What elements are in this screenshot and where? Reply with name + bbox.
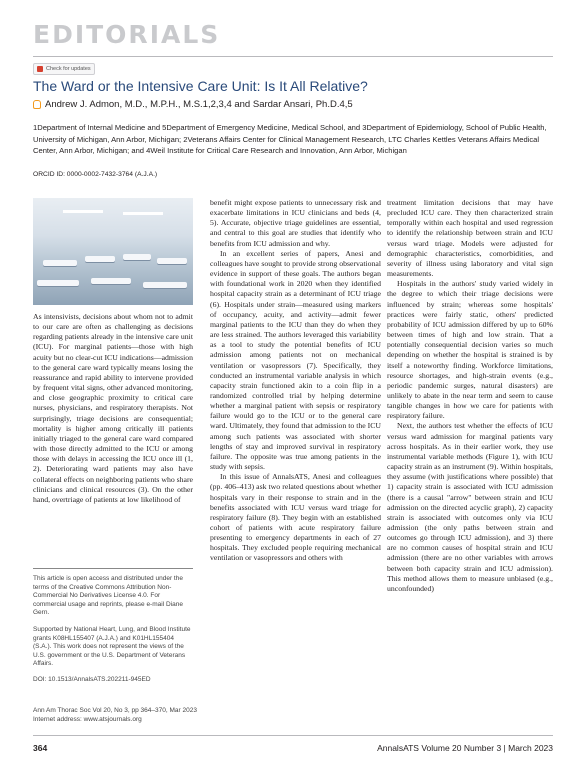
citation-line: Ann Am Thorac Soc Vol 20, No 3, pp 364–370, Mar 2023 [33,707,197,714]
bed [123,254,151,260]
ceiling-light [63,210,103,213]
body-column-1 [33,312,193,505]
article-title: The Ward or the Intensive Care Unit: Is It All Relative? [33,78,368,94]
paragraph: In this issue of AnnalsATS, Anesi and colleagues (pp. 406–413) ask two related questions about whether hospitals vary in their response to strain and in the benefits associated with ICU versus ward triage for respiratory failure (8). They begin with an established cohort of patients with acute respiratory failure presenting to emergency departments in each of 27 hospitals. They excluded people requiring mechanical ventilation or vasopressors and others with [210,472,381,563]
doi-link[interactable]: DOI: 10.1513/AnnalsATS.202211-945ED [33,676,151,683]
orcid-line[interactable]: ORCID ID: 0000-0002-7432-3764 (A.J.A.) [33,171,158,178]
bed [43,260,77,266]
paragraph: Next, the authors test whether the effects of ICU versus ward admission for marginal patients vary across hospitals. As in their earlier work, they use instrumental variable methods (Figure 1), with ICU capacity strain as an instrument (9). Within hospitals, they assume (with justifications where possible) that 1) capacity strain is associated with ICU admission (there is a causal "arrow" between strain and ICU admission on the directed acyclic graph), 2) capacity strain is associated with outcomes only via ICU admission (the only paths between strain and outcomes go through ICU admission), and 3) there are no common causes of hospital strain and ICU admission (there are no other variables with arrows between both capacity strain and ICU admission). This method allows them to measure unbiased (e.g., unconfounded) [387,421,553,593]
bed [157,258,187,264]
author-line [33,99,353,110]
paragraph: treatment limitation decisions that may have precluded ICU care. They then characterized strain temporally within each hospital and used regression to identify the relationship between strain and ICU versus ward triage. Models were adjusted for demographic characteristics, comorbidities, and severity of illness using laboratory and vital sign measurements. [387,198,553,279]
section-header: EDITORIALS [33,20,221,49]
affiliations: 1Department of Internal Medicine and 5Department of Emergency Medicine, Medical School, and 3Department of Epidemiology, School of Public Health, University of Michigan, Ann Arbor, Michigan; 2Veterans Affairs Center for Clinical Management Research, LTC Charles Kettles Veterans Affairs Medical Center, Ann Arbor, Michigan; and 4Weil Institute for Critical Care Research and Innovation, Ann Arbor, Michigan [33,123,547,155]
paragraph: As intensivists, decisions about whom not to admit to our care are often as challenging as decisions regarding patients already in the intensive care unit (ICU). For marginal patients—those with high acuity but no clear-cut ICU indications—admission to the general care ward typically means losing the reassurance and rapid ability to intervene provided by frequent vital signs, other advanced monitoring, and close geographic proximity to critical care nurses, physicians, and respiratory therapists. Not surprisingly, triage decisions are consequential; mortality is higher among critically ill patients initially triaged to the general care ward compared with those directly admitted to the ICU or among those with delays in accessing the ICU once ill (1, 2). Deteriorating ward patients may also have collateral effects on neighboring patients who share clinicians and clinical resources (3). On the other hand, overtriage of patients at low likelihood of [33,312,193,504]
bookmark-icon [37,66,43,72]
bed [85,256,115,262]
bed [143,282,187,288]
license-footnote: This article is open access and distributed under the terms of the Creative Commons Attribution Non-Commercial No Derivatives License 4.0. For commercial usage and reprints, please e-mail Diane Gern. [33,575,183,617]
page-number: 364 [33,743,48,753]
paragraph: benefit might expose patients to unnecessary risk and exacerbate limitations in ICU clinicians and beds (4, 5). Accurate, objective triage guidelines are essential, and central to this goal are studies that identify who benefits from ICU admission and why. [210,198,381,248]
journal-issue: AnnalsATS Volume 20 Number 3 | March 2023 [377,743,553,753]
check-for-updates-badge[interactable] [33,63,95,75]
body-column-2 [210,198,381,564]
bed [91,278,131,284]
support-footnote: Supported by National Heart, Lung, and Blood Institute grants K08HL155407 (A.J.A.) and K01HL155404 (S.A.). This work does not represent the views of the U.S. government or the U.S. Department of Veterans Affairs. [33,626,191,668]
footnote-rule [33,568,193,569]
paragraph: In an excellent series of papers, Anesi and colleagues have sought to provide strong observational evidence in support of these goals. The authors began with foundational work in 2020 when they identified hospital capacity strain as a determinant of ICU triage (6). Hospitals under strain—measured using markers of occupancy, acuity, and activity—admit fewer marginal patients to the ICU than they do when they are less strained. The authors leveraged this variability as a tool to study the potential benefits of ICU admission among patients not on mechanical ventilation or vasopressors (7). Specifically, they conducted an instrumental variable analysis in which capacity strain functioned akin to a coin flip in a randomized controlled trial by helping determine whether a marginal patient with sepsis or respiratory failure would go to the ICU or to the general care ward. Ultimately, they found that admission to the ICU among such patients was associated with shorter lengths of stay and improved survival in respiratory failure. The opposite was true among patients in the study with sepsis. [210,248,381,472]
ceiling-light [123,212,163,215]
header-rule [33,56,553,57]
ward-photo [33,198,193,305]
author-names: Andrew J. Admon, M.D., M.P.H., M.S.1,2,3,4 and Sardar Ansari, Ph.D.4,5 [45,99,353,110]
open-access-icon [33,100,41,109]
website-link[interactable]: Internet address: www.atsjournals.org [33,715,142,723]
bed [37,280,79,286]
citation-info [33,707,197,724]
body-column-3 [387,198,553,594]
badge-label: Check for updates [46,66,91,72]
footer-rule [33,735,553,736]
paragraph: Hospitals in the authors' study varied widely in the degree to which their triage decisions were influenced by strain; whereas some hospitals' practices were fairly static, others' predicted probability of ICU admission differed by up to 60% between times of high and low strain. That a potentially consequential decision varies so much depending on whether the hospital is strained is by itself a noteworthy finding. Workforce limitations, resource shortages, and high-strain events (e.g., periodic pandemic surges, natural disasters) are unlikely to abate in the near term and seem to cause tangible changes in how we care for patients with respiratory failure. [387,279,553,421]
